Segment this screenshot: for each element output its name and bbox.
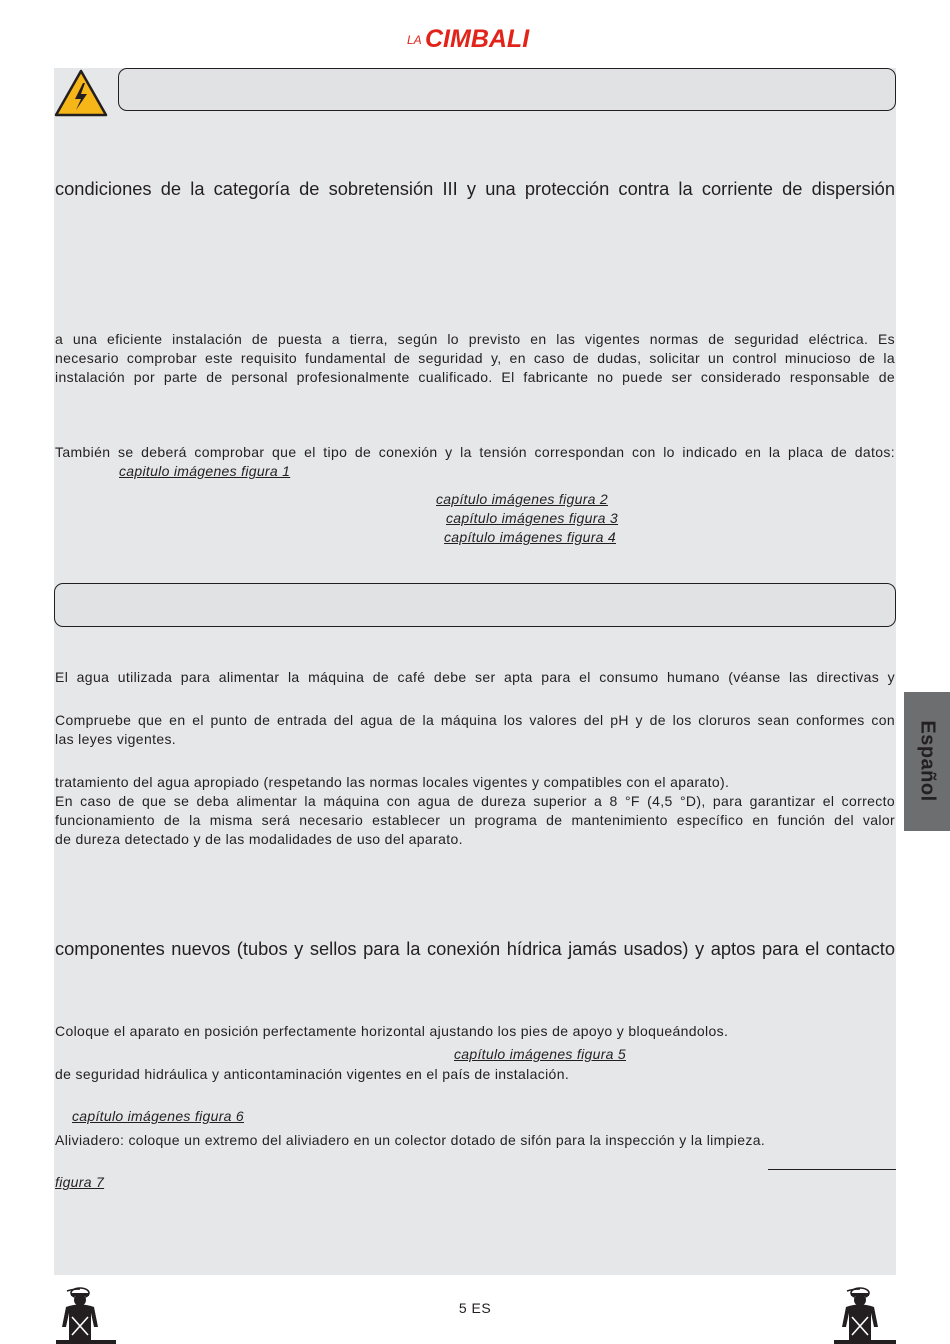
figure-5-reference-link[interactable]: capítulo imágenes figura 5 <box>454 1046 627 1062</box>
figure-7-reference-link[interactable]: figura 7 <box>55 1174 105 1190</box>
technician-icon <box>54 1283 116 1344</box>
electrical-paragraph-2-line-3: instalación por parte de personal profesionalmente cualificado. El fabricante no puede ser considerado responsable de <box>55 369 895 385</box>
water-paragraph-2-line-1: Compruebe que en el punto de entrada del agua de la máquina los valores del pH y de los cloruros sean conformes con <box>55 712 895 728</box>
water-paragraph-4-line-3: de dureza detectado y de las modalidades de uso del aparato. <box>55 831 463 847</box>
page-number: 5 ES <box>458 1300 492 1316</box>
water-connection-heading-box <box>54 583 896 627</box>
water-paragraph-3: tratamiento del agua apropiado (respetando las normas locales vigentes y compatibles con el aparato). <box>55 774 730 790</box>
figure-2-reference-link[interactable]: capítulo imágenes figura 2 <box>436 491 609 507</box>
water-paragraph-8: Aliviadero: coloque un extremo del aliviadero en un colector dotado de sifón para la inspección y la limpieza. <box>55 1132 766 1148</box>
figure-6-reference-link[interactable]: capítulo imágenes figura 6 <box>72 1108 245 1124</box>
electrical-paragraph-3: También se deberá comprobar que el tipo de conexión y la tensión correspondan con lo indicado en la placa de datos: <box>55 444 895 460</box>
svg-text:LA: LA <box>407 33 422 47</box>
water-paragraph-1: El agua utilizada para alimentar la máquina de café debe ser apta para el consumo humano (véanse las directivas y <box>55 669 895 685</box>
figure-3-reference-link[interactable]: capítulo imágenes figura 3 <box>446 510 619 526</box>
separator-rule <box>768 1169 896 1170</box>
electrical-connection-heading-box <box>118 68 896 111</box>
technician-icon-right <box>834 1283 896 1344</box>
figure-1-reference-link[interactable]: capitulo imágenes figura 1 <box>119 463 291 479</box>
figure-4-reference-link[interactable]: capítulo imágenes figura 4 <box>444 529 617 545</box>
electrical-paragraph-1: condiciones de la categoría de sobretensión III y una protección contra la corriente de dispersión <box>55 178 895 199</box>
language-tab-label: Español <box>916 720 939 802</box>
water-paragraph-7: de seguridad hidráulica y anticontaminación vigentes en el país de instalación. <box>55 1066 570 1082</box>
electrical-paragraph-2-line-2: necesario comprobar este requisito fundamental de seguridad y, en caso de dudas, solicitar un control minucioso de la <box>55 350 895 366</box>
water-paragraph-5: componentes nuevos (tubos y sellos para la conexión hídrica jamás usados) y aptos para el contacto <box>55 938 895 959</box>
water-paragraph-4-line-2: funcionamiento de la misma será necesario establecer un programa de mantenimiento específico en función del valor <box>55 812 895 828</box>
water-paragraph-6: Coloque el aparato en posición perfectamente horizontal ajustando los pies de apoyo y bloqueándolos. <box>55 1023 729 1039</box>
la-cimbali-logo <box>405 20 545 52</box>
electrical-paragraph-2-line-1: a una eficiente instalación de puesta a tierra, según lo previsto en las vigentes normas de seguridad eléctrica. Es <box>55 331 895 347</box>
water-paragraph-4-line-1: En caso de que se deba alimentar la máquina con agua de dureza superior a 8 °F (4,5 °D), para garantizar el correcto <box>55 793 895 809</box>
water-paragraph-2-line-2: las leyes vigentes. <box>55 731 177 747</box>
svg-text:CIMBALI: CIMBALI <box>425 25 530 52</box>
electrical-hazard-icon <box>54 68 108 118</box>
